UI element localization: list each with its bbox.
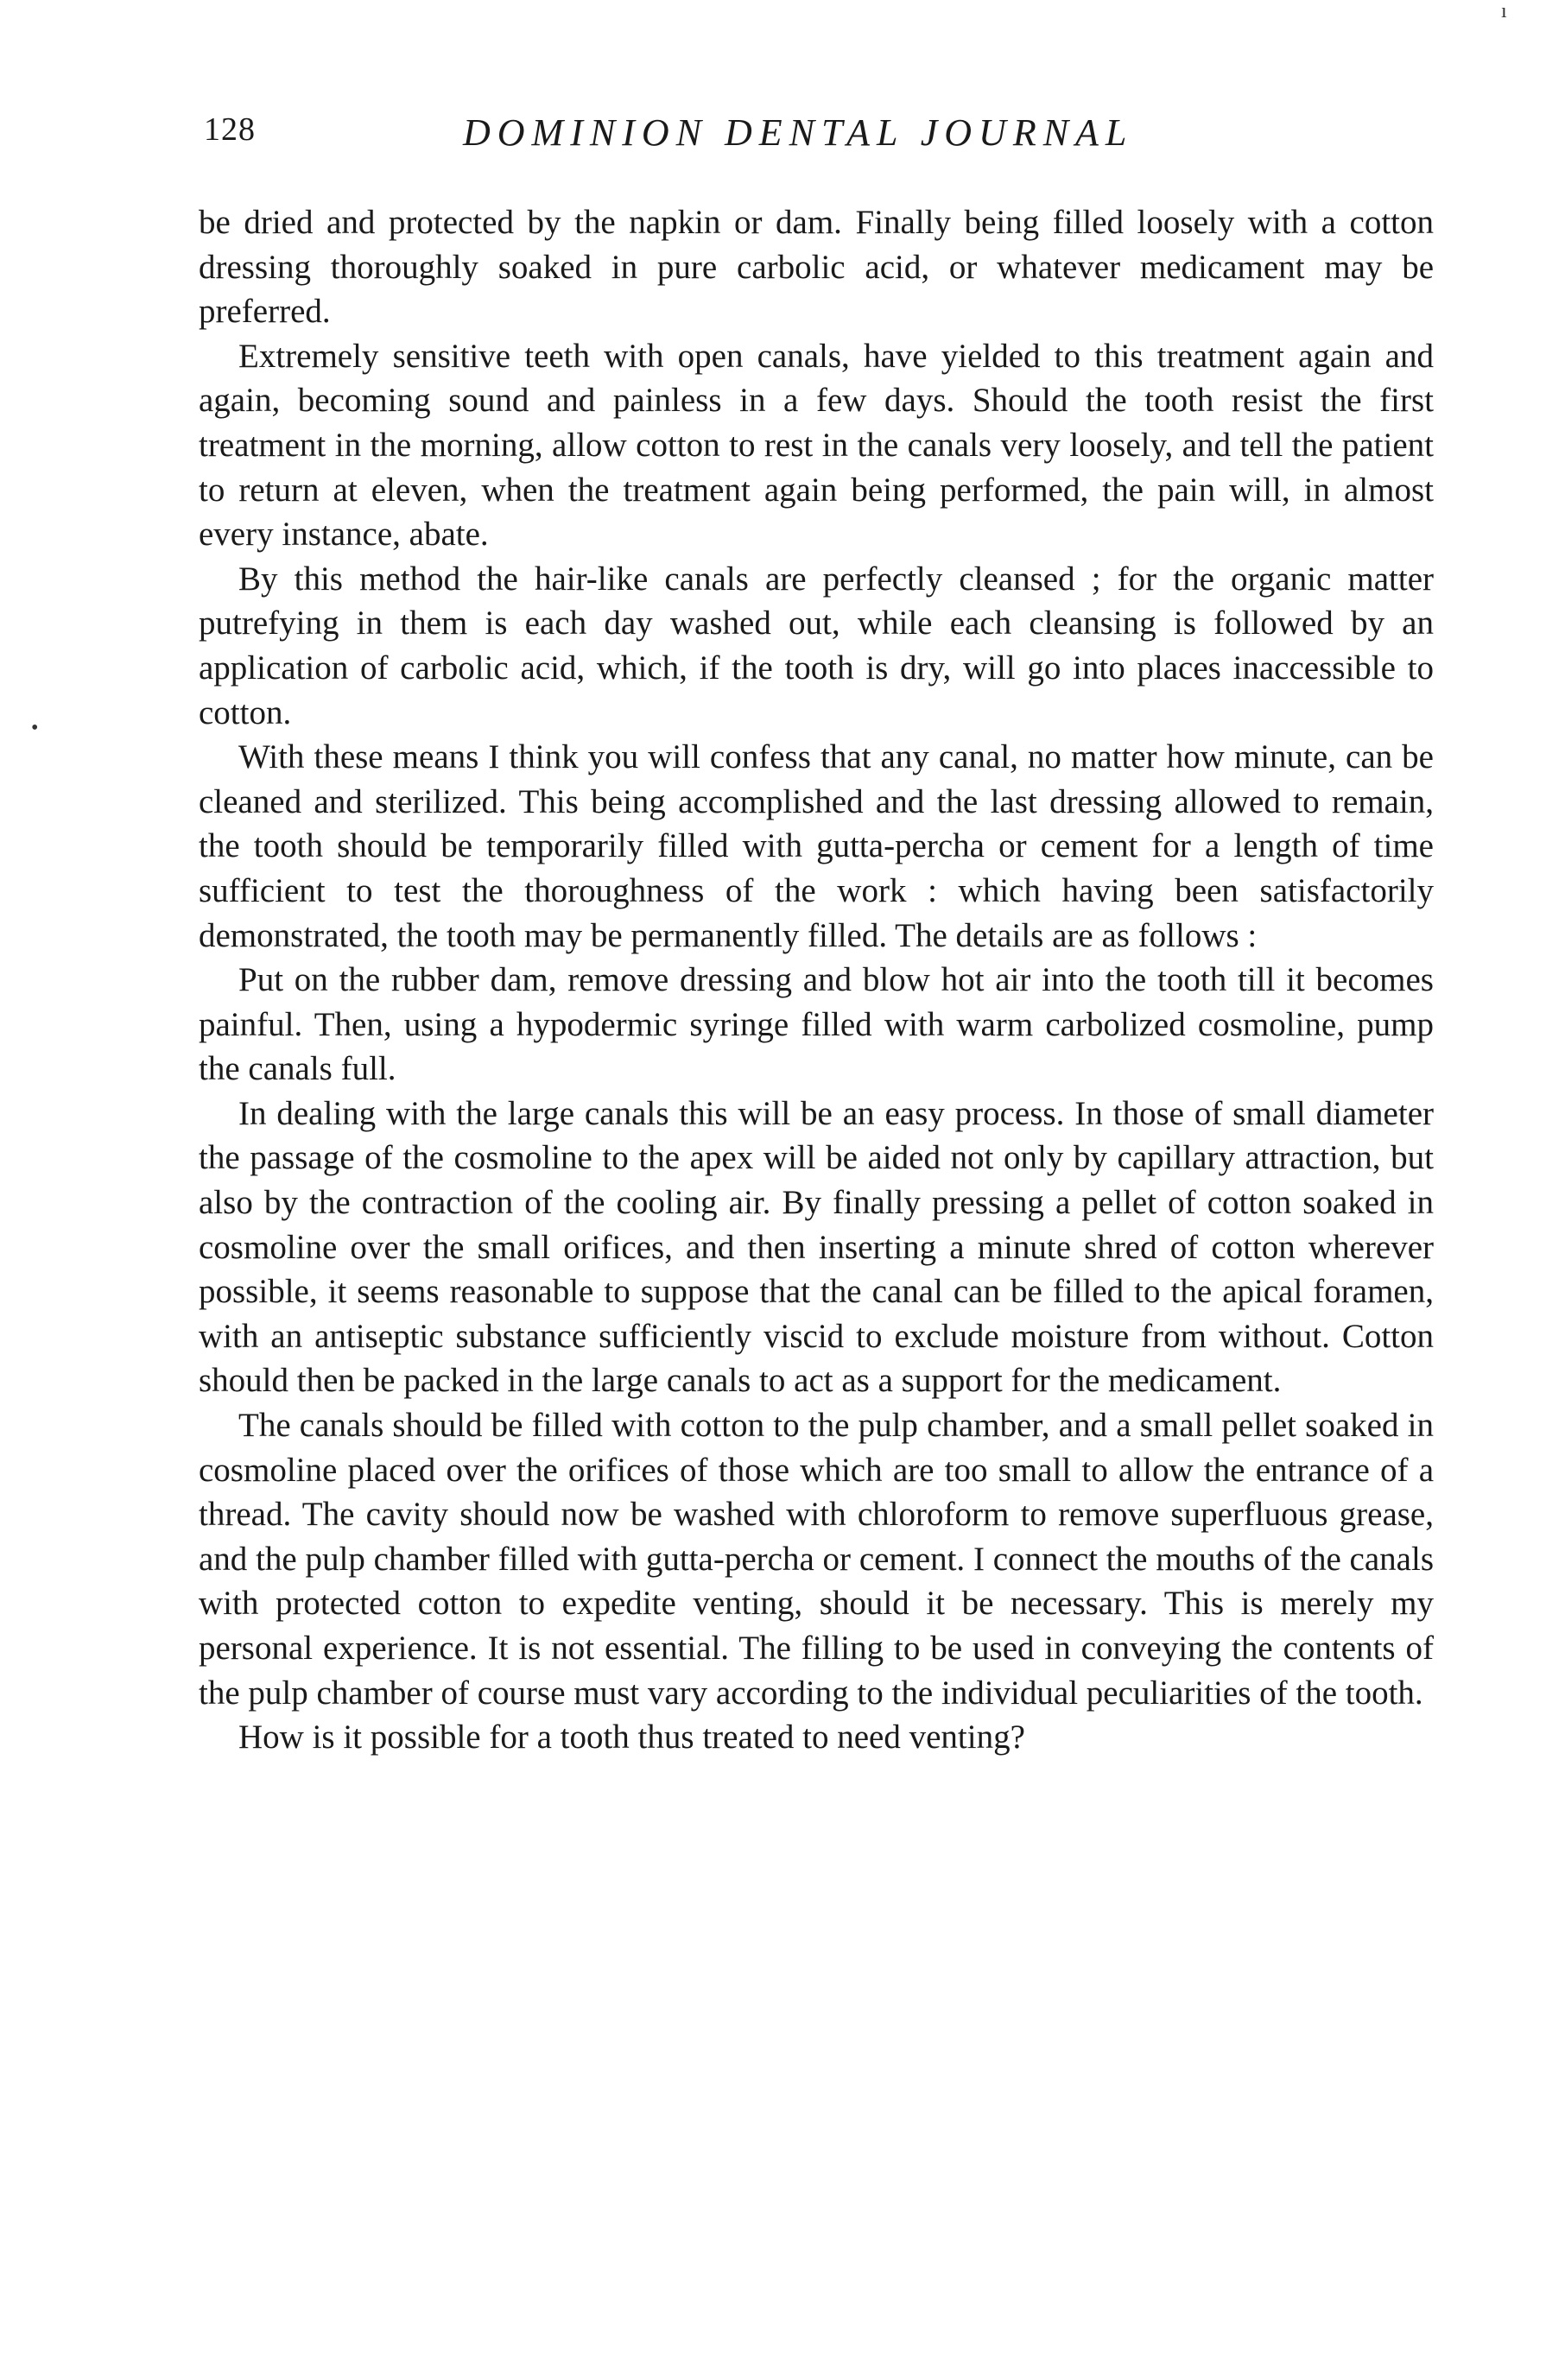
margin-mark-left: • xyxy=(31,717,39,739)
paragraph: The canals should be filled with cotton to the pulp chamber, and a small pellet soaked in cosmoline placed over the orifices of those which are too small to allow the entrance of a thread. The cavity should now be washed with chloroform to remove superfluous grease, and the pulp chamber filled with gutta-percha or cement. I connect the mouths of the canals with protected cotton to expedite venting, should it be necessary. This is merely my personal experience. It is not essential. The filling to be used in conveying the contents of the pulp chamber of course must vary according to the individual peculiarities of the tooth. xyxy=(199,1407,1434,1712)
page-header xyxy=(204,111,1439,162)
paragraph: Extremely sensitive teeth with open canals, have yielded to this treatment again and again, becoming sound and painless in a few days. Should the tooth resist the first treatment in the morning, allow cotton to rest in the canals very loosely, and tell the patient to return at eleven, when the treatment again being performed, the pain will, in almost every instance, abate. xyxy=(199,337,1434,554)
paragraph: Put on the rubber dam, remove dressing and blow hot air into the tooth till it becomes painful. Then, using a hypodermic syringe filled with warm carbolized cosmoline, pump the canals full. xyxy=(199,961,1434,1088)
body-text xyxy=(199,200,1434,1760)
paragraph: By this method the hair-like canals are perfectly cleansed ; for the organic matter putrefying in them is each day washed out, while each cleansing is followed by an application of carbolic acid, which, if the tooth is dry, will go into places inaccessible to cotton. xyxy=(199,560,1434,731)
paragraph: With these means I think you will confess that any canal, no matter how minute, can be cleaned and sterilized. This being accomplished and the last dressing allowed to remain, the tooth should be temporarily filled with gutta-percha or cement for a length of time sufficient to test the thoroughness of the work : which having been satisfactorily demonstrated, the tooth may be permanently filled. The details are as follows : xyxy=(199,738,1434,954)
page-number: 128 xyxy=(204,111,256,148)
paragraph: be dried and protected by the napkin or dam. Finally being filled loosely with a cotton dressing thoroughly soaked in pure carbolic acid, or whatever medicament may be preferred. xyxy=(199,204,1434,331)
paragraph: In dealing with the large canals this will be an easy process. In those of small diameter the passage of the cosmoline to the apex will be aided not only by capillary attraction, but also by the contraction of the cooling air. By finally pressing a pellet of cotton soaked in cosmoline over the small orifices, and then inserting a minute shred of cotton wherever possible, it seems reasonable to suppose that the canal can be filled to the apical foramen, with an antiseptic substance sufficiently viscid to exclude moisture from without. Cotton should then be packed in the large canals to act as a support for the medicament. xyxy=(199,1094,1434,1400)
paragraph: How is it possible for a tooth thus treated to need venting? xyxy=(238,1719,1025,1757)
margin-mark-top: ı xyxy=(1501,0,1507,22)
running-head: DOMINION DENTAL JOURNAL xyxy=(463,111,1134,154)
